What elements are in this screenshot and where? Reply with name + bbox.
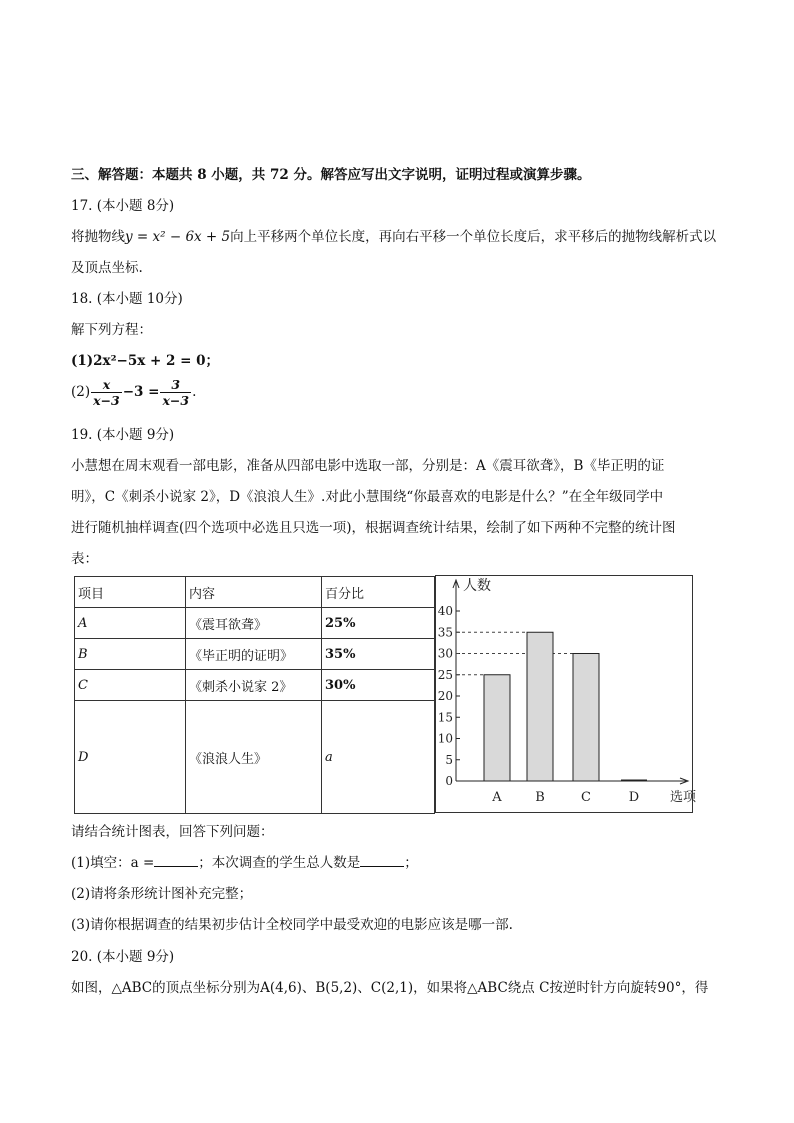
q17-text-b: 向上平移两个单位长度，再向右平移一个单位长度后，求平移后的抛物线解析式以 (230, 229, 717, 245)
stats-table (74, 576, 435, 814)
q19-line-2: 明》，C《刺杀小说家 2》，D《浪浪人生》.对此小慧围绕“你最喜欢的电影是什么？”在全年级同学中 (71, 489, 664, 505)
cell-percent: 30% (322, 670, 435, 701)
y-tick-label: 40 (437, 604, 453, 618)
y-axis-label: 人数 (463, 578, 491, 594)
table-row (75, 639, 435, 670)
q19-label: 19. (本小题 9分) (71, 427, 175, 443)
q17-label: 17. (本小题 8分) (71, 198, 175, 214)
q17-line-1 (71, 228, 716, 246)
q19-sub-2: (2)请将条形统计图补充完整； (71, 886, 253, 902)
header-percent: 百分比 (322, 577, 435, 608)
bar-chart (436, 576, 697, 812)
x-tick-label: D (628, 790, 640, 805)
cell-percent: 25% (322, 608, 435, 639)
header-item: 项目 (75, 577, 186, 608)
x-tick-label: A (492, 790, 502, 805)
cell-movie: 《浪浪人生》 (186, 701, 322, 814)
q18-part-1: (1)2x²−5x + 2 = 0； (71, 353, 219, 369)
x-tick-label: C (581, 790, 591, 805)
table-header-row (75, 577, 435, 608)
y-tick-label: 20 (437, 689, 453, 703)
cell-option: B (75, 639, 186, 670)
y-tick-label: 35 (437, 625, 453, 640)
q19-line-3: 进行随机抽样调查(四个选项中必选且只选一项)，根据调查统计结果，绘制了如下两种不完整的统计图 (71, 520, 676, 536)
x-axis-label: 选项 (670, 790, 697, 805)
fraction-2-numerator: 3 (160, 377, 191, 393)
fraction-1-numerator: x (91, 377, 122, 393)
bar-A (484, 675, 510, 781)
q18-intro: 解下列方程： (71, 322, 152, 338)
y-tick-label: 0 (445, 774, 453, 788)
table-row (75, 670, 435, 701)
bar-C (573, 654, 599, 782)
table-row (75, 701, 435, 814)
table-row (75, 608, 435, 639)
q19-line-4: 表： (71, 551, 98, 567)
s1-text-a: (1)填空：a = (71, 855, 155, 871)
answer-blank-total[interactable] (360, 854, 404, 867)
answer-blank-a[interactable] (154, 854, 198, 867)
section-header: 三、解答题：本题共 8 小题，共 72 分。解答应写出文字说明，证明过程或演算步骤。 (71, 167, 591, 183)
cell-option: D (75, 701, 186, 814)
q19-sub-3: (3)请你根据调查的结果初步估计全校同学中最受欢迎的电影应该是哪一部. (71, 917, 513, 933)
q19-sub-1 (71, 854, 418, 872)
q20-line-1: 如图，△ABC的顶点坐标分别为A(4,6)、B(5,2)、C(2,1)，如果将△ABC绕点 C按逆时针方向旋转90°，得 (71, 980, 709, 996)
bar-chart-frame (435, 575, 697, 813)
cell-percent: a (322, 701, 435, 814)
q20-label: 20. (本小题 9分) (71, 949, 175, 965)
q19-line-1: 小慧想在周末观看一部电影，准备从四部电影中选取一部，分别是：A《震耳欲聋》，B《毕正明的证 (71, 458, 665, 474)
q17-line-2: 及顶点坐标. (71, 260, 143, 276)
q18-p2-prefix: (2) (71, 384, 91, 400)
y-tick-label: 30 (437, 646, 453, 661)
fraction-1-denominator: x−3 (93, 393, 120, 408)
q18-p2-end: . (192, 384, 197, 400)
q19-after: 请结合统计图表，回答下列问题： (71, 824, 274, 840)
y-tick-label: 10 (437, 731, 453, 746)
cell-option: A (75, 608, 186, 639)
s1-text-c: ； (404, 855, 418, 871)
y-tick-label: 5 (445, 752, 453, 767)
q18-part-2 (71, 377, 196, 408)
cell-percent: 35% (322, 639, 435, 670)
q18-label: 18. (本小题 10分) (71, 291, 183, 307)
fraction-1 (91, 377, 122, 408)
q17-equation: y = x² − 6x + 5 (125, 229, 231, 245)
header-content: 内容 (186, 577, 322, 608)
fraction-2-denominator: x−3 (162, 393, 190, 408)
fraction-2 (160, 377, 191, 408)
y-tick-label: 25 (437, 667, 453, 682)
q17-text-a: 将抛物线 (71, 229, 125, 245)
cell-movie: 《震耳欲聋》 (186, 608, 322, 639)
s1-text-b: ；本次调查的学生总人数是 (198, 855, 361, 871)
cell-option: C (75, 670, 186, 701)
y-tick-label: 15 (437, 710, 453, 725)
cell-movie: 《毕正明的证明》 (186, 639, 322, 670)
cell-movie: 《刺杀小说家 2》 (186, 670, 322, 701)
x-tick-label: B (535, 790, 545, 805)
bar-B (527, 632, 553, 781)
q18-p2-mid: −3 = (122, 384, 160, 400)
